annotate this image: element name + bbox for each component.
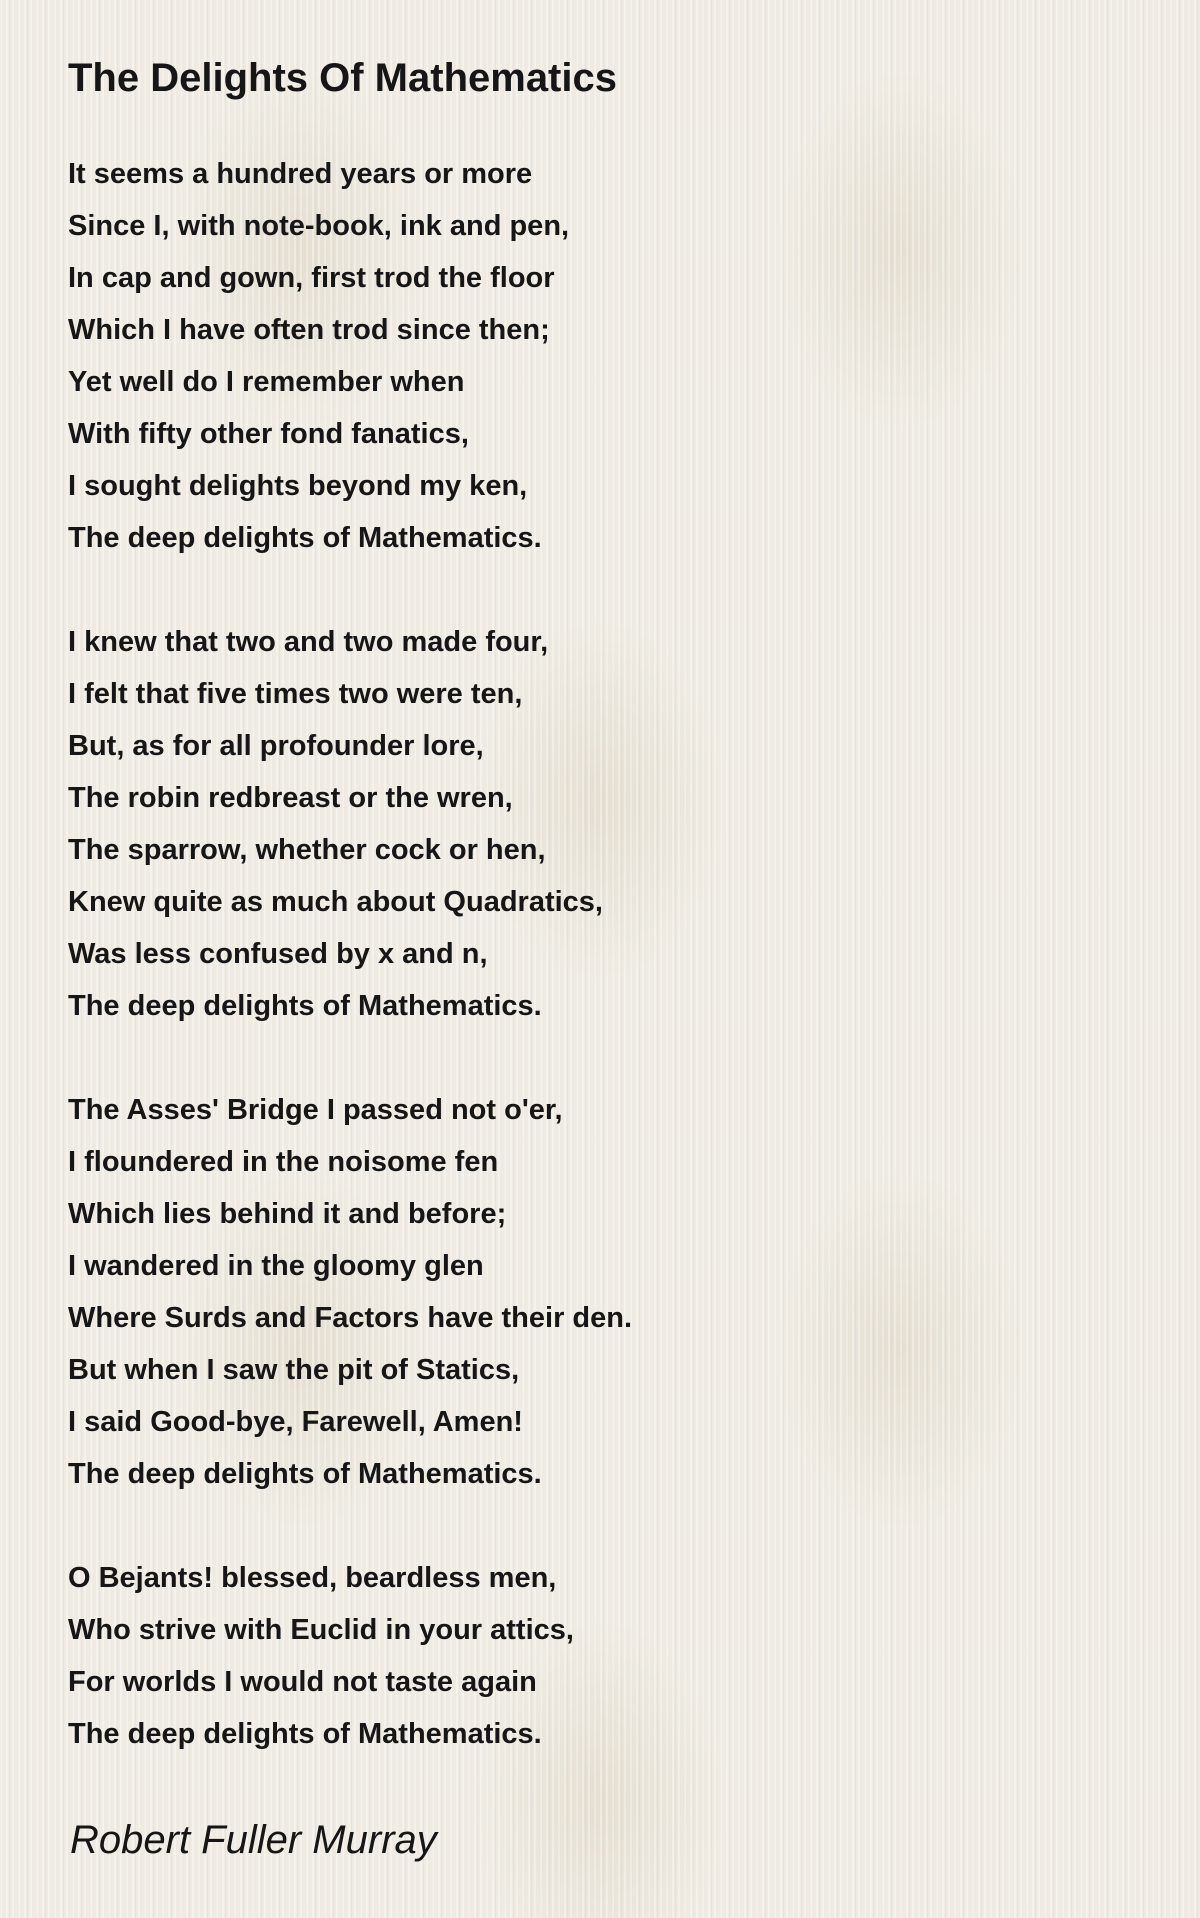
poem-line: I felt that five times two were ten, bbox=[68, 678, 523, 710]
poem-line: I said Good-bye, Farewell, Amen! bbox=[68, 1406, 523, 1438]
poem-line: The deep delights of Mathematics. bbox=[68, 1718, 542, 1750]
poem-line: I wandered in the gloomy glen bbox=[68, 1250, 484, 1282]
poem-line: The deep delights of Mathematics. bbox=[68, 990, 542, 1022]
poem-line: Which I have often trod since then; bbox=[68, 314, 550, 346]
poem-line: Which lies behind it and before; bbox=[68, 1198, 507, 1230]
poem-line: With fifty other fond fanatics, bbox=[68, 418, 469, 450]
poem-line: The sparrow, whether cock or hen, bbox=[68, 834, 546, 866]
poem-page bbox=[68, 50, 1148, 1868]
poem-line: The deep delights of Mathematics. bbox=[68, 1458, 542, 1490]
poem-line: But when I saw the pit of Statics, bbox=[68, 1354, 520, 1386]
stanza-1 bbox=[68, 148, 1148, 564]
poem-line: The Asses' Bridge I passed not o'er, bbox=[68, 1094, 563, 1126]
poem-line: The deep delights of Mathematics. bbox=[68, 522, 542, 554]
poem-line: Yet well do I remember when bbox=[68, 366, 465, 398]
poem-line: I sought delights beyond my ken, bbox=[68, 470, 528, 502]
poem-line: It seems a hundred years or more bbox=[68, 158, 533, 190]
poem-line: O Bejants! blessed, beardless men, bbox=[68, 1562, 557, 1594]
poem-line: Who strive with Euclid in your attics, bbox=[68, 1614, 574, 1646]
poem-line: For worlds I would not taste again bbox=[68, 1666, 537, 1698]
poem-title: The Delights Of Mathematics bbox=[68, 56, 617, 100]
stanza-4 bbox=[68, 1552, 1148, 1760]
poem-line: I floundered in the noisome fen bbox=[68, 1146, 499, 1178]
poem-author: Robert Fuller Murray bbox=[70, 1818, 437, 1862]
poem-line: Knew quite as much about Quadratics, bbox=[68, 886, 603, 918]
poem-line: Where Surds and Factors have their den. bbox=[68, 1302, 633, 1334]
poem-line: I knew that two and two made four, bbox=[68, 626, 549, 658]
poem-line: In cap and gown, first trod the floor bbox=[68, 262, 555, 294]
stanza-2 bbox=[68, 616, 1148, 1032]
poem-line: Since I, with note-book, ink and pen, bbox=[68, 210, 570, 242]
poem-line: The robin redbreast or the wren, bbox=[68, 782, 513, 814]
poem-line: But, as for all profounder lore, bbox=[68, 730, 484, 762]
poem-line: Was less confused by x and n, bbox=[68, 938, 488, 970]
stanza-3 bbox=[68, 1084, 1148, 1500]
